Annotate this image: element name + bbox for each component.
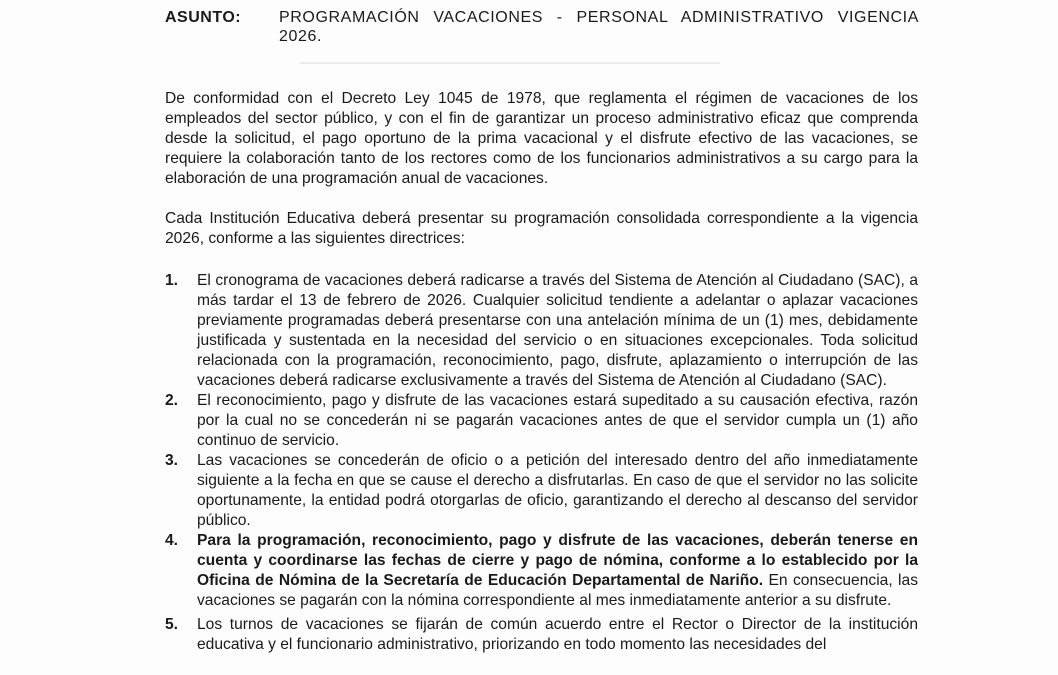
list-item (165, 391, 918, 451)
list-item (165, 451, 918, 531)
scan-artifact (300, 62, 720, 64)
list-item-text: El cronograma de vacaciones deberá radicarse a través del Sistema de Atención al Ciudadano (SAC), a más tardar el 13 de febrero de 2026. Cualquier solicitud tendiente a adelantar o aplazar vacaciones previamente programadas deberá presentarse con una antelación mínima de un (1) mes, debidamente justificada y sustentada en la necesidad del servicio o en situaciones excepcionales. Toda solicitud relacionada con la programación, reconocimiento, pago, disfrute, aplazamiento o interrupción de las vacaciones deberá radicarse exclusivamente a través del Sistema de Atención al Ciudadano (SAC). (197, 272, 918, 389)
list-item-number: 5. (165, 616, 179, 633)
directives-intro-paragraph: Cada Institución Educativa deberá presentar su programación consolidada correspondiente a la vigencia 2026, conforme a las siguientes directrices: (165, 210, 918, 247)
list-item-number: 1. (165, 272, 179, 289)
list-item-text: Las vacaciones se concederán de oficio o a petición del interesado dentro del año inmediatamente siguiente a la fecha en que se cause el derecho a disfrutarlas. En caso de que el servidor no las solicite oportunamente, la entidad podrá otorgarlas de oficio, garantizando el derecho al descanso del servidor público. (197, 452, 918, 529)
directives-list (165, 271, 918, 655)
list-item (165, 615, 918, 655)
list-item-number: 4. (165, 532, 179, 549)
list-item-number: 3. (165, 452, 179, 469)
intro-paragraph: De conformidad con el Decreto Ley 1045 de 1978, que reglamenta el régimen de vacaciones de los empleados del sector público, y con el fin de garantizar un proceso administrativo eficaz que comprenda desde la solicitud, el pago oportuno de la prima vacacional y el disfrute efectivo de las vacaciones, se requiere la colaboración tanto de los rectores como de los funcionarios administrativos a su cargo para la elaboración de una programación anual de vacaciones. (165, 90, 918, 187)
list-item-number: 2. (165, 392, 179, 409)
list-item-bold-text: Para la programación, reconocimiento, pago y disfrute de las vacaciones, deberán tenerse en cuenta y coordinarse las fechas de cierre y pago de nómina, conforme a lo establecido por la Oficina de Nómina de la Secretaría de Educación Departamental de Nariño. (197, 532, 918, 589)
list-item-text: El reconocimiento, pago y disfrute de las vacaciones estará supeditado a su causación efectiva, razón por la cual no se concederán ni se pagarán vacaciones antes de que el servidor cumpla un (1) año continuo de servicio. (197, 392, 918, 449)
document-body (165, 89, 918, 655)
subject-text: PROGRAMACIÓN VACACIONES - PERSONAL ADMINISTRATIVO VIGENCIA 2026. (279, 9, 919, 45)
list-item (165, 271, 918, 391)
subject-label: ASUNTO: (165, 9, 242, 26)
list-item-text: Los turnos de vacaciones se fijarán de común acuerdo entre el Rector o Director de la institución educativa y el funcionario administrativo, priorizando en todo momento las necesidades del (197, 616, 918, 653)
list-item-text: En consecuencia, las vacaciones se pagarán con la nómina correspondiente al mes inmediatamente anterior a su disfrute. (197, 572, 918, 609)
list-item (165, 531, 918, 611)
